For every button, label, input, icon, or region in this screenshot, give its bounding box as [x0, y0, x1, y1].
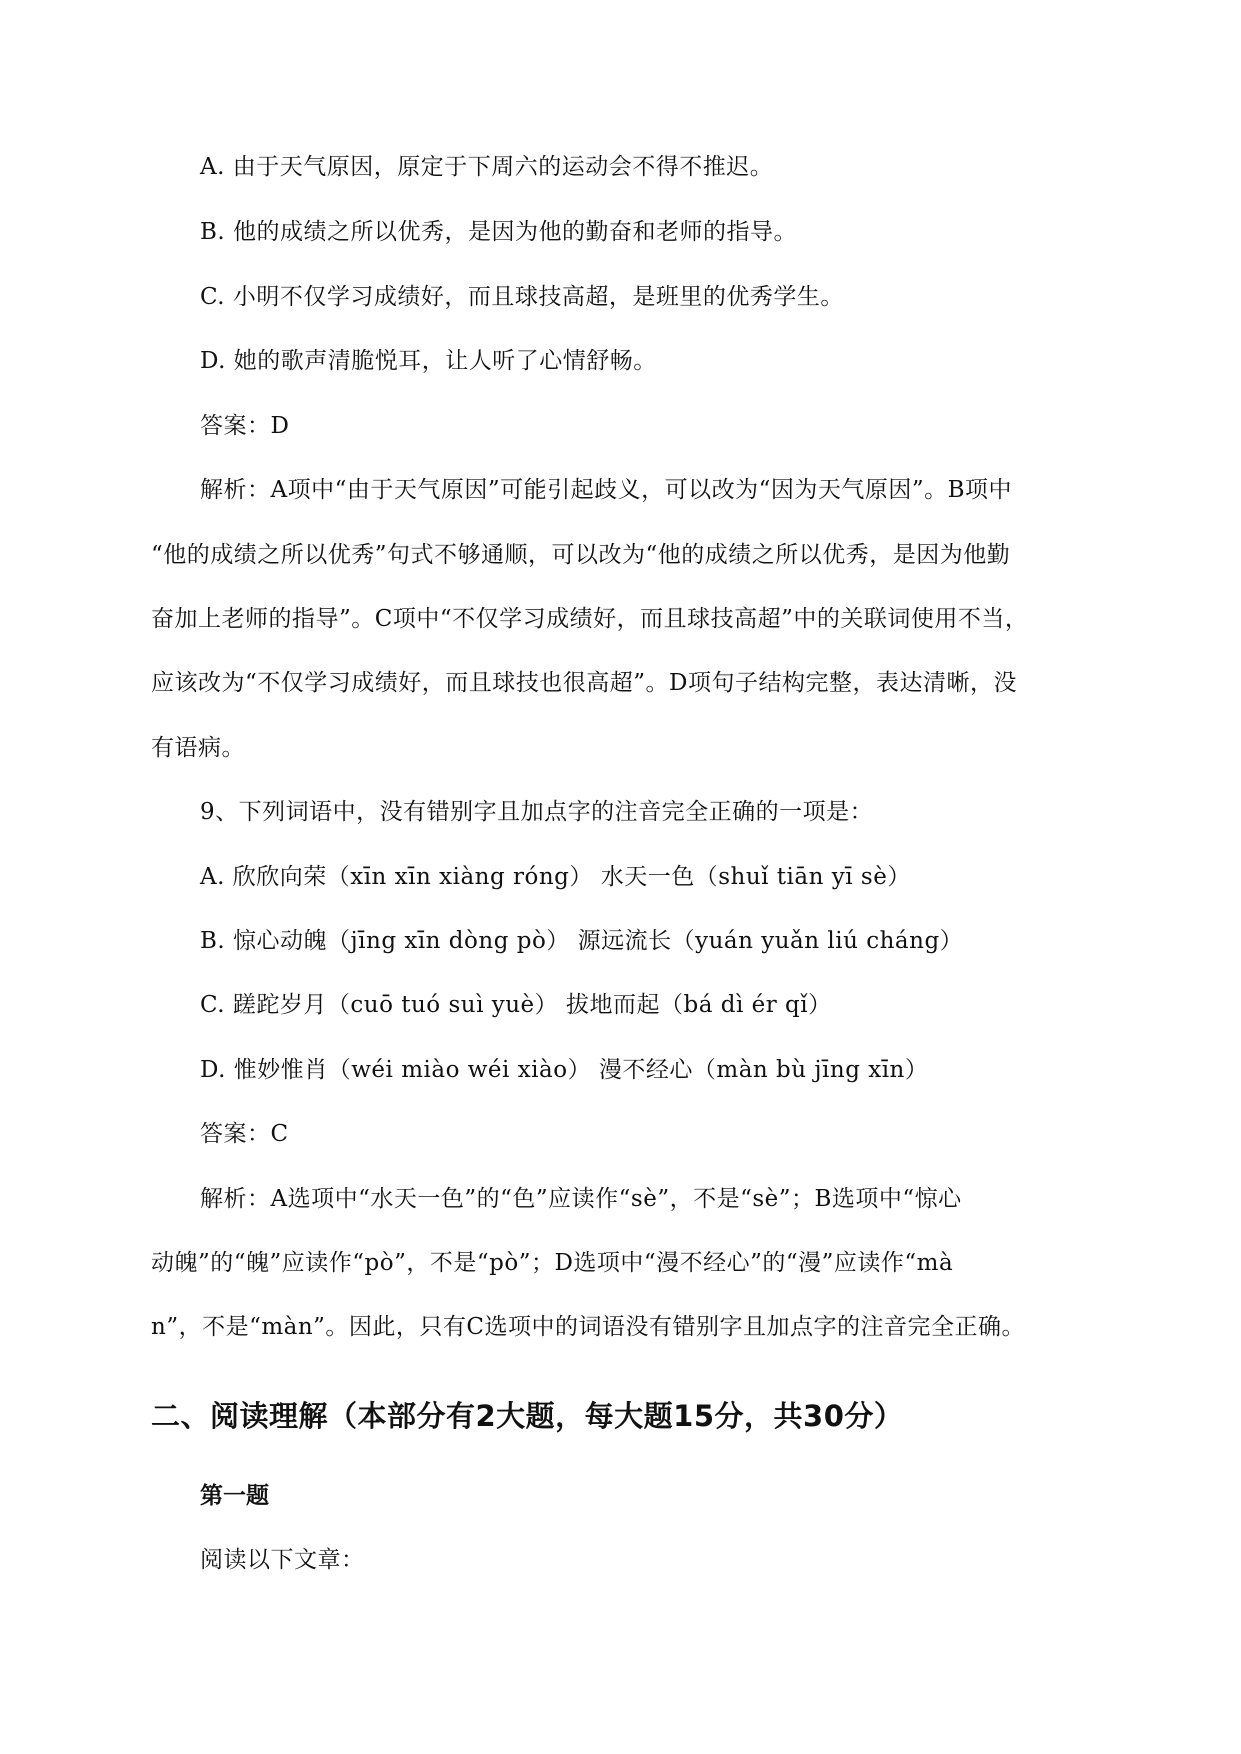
reading-intro: 阅读以下文章： — [200, 1547, 365, 1573]
q8-analysis-line: “他的成绩之所以优秀”句式不够通顺，可以改为“他的成绩之所以优秀，是因为他勤 — [151, 542, 1011, 568]
q8-analysis-line: 奋加上老师的指导”。C项中“不仅学习成绩好，而且球技高超”中的关联词使用不当， — [151, 606, 1029, 632]
q8-option-a: A. 由于天气原因，原定于下周六的运动会不得不推迟。 — [200, 154, 774, 180]
q9-option-c: C. 蹉跎岁月（cuō tuó suì yuè） 拔地而起（bá dì ér qǐ） — [200, 992, 832, 1018]
q8-option-b: B. 他的成绩之所以优秀，是因为他的勤奋和老师的指导。 — [200, 219, 798, 245]
q9-option-b: B. 惊心动魄（jīng xīn dòng pò） 源远流长（yuán yuǎn liú cháng） — [200, 928, 964, 954]
question-subheading: 第一题 — [200, 1483, 269, 1509]
q8-analysis-line: 解析：A项中“由于天气原因”可能引起歧义，可以改为“因为天气原因”。B项中 — [200, 477, 1013, 503]
q9-answer: 答案：C — [200, 1121, 289, 1147]
q8-answer: 答案：D — [200, 413, 290, 439]
q8-option-c: C. 小明不仅学习成绩好，而且球技高超，是班里的优秀学生。 — [200, 284, 844, 310]
q9-analysis-line: n”，不是“màn”。因此，只有C选项中的词语没有错别字且加点字的注音完全正确。 — [151, 1314, 1026, 1340]
q8-option-d: D. 她的歌声清脆悦耳，让人听了心情舒畅。 — [200, 348, 657, 374]
q9-stem: 9、下列词语中，没有错别字且加点字的注音完全正确的一项是： — [200, 799, 874, 825]
q8-analysis-line: 有语病。 — [151, 735, 245, 761]
q9-option-a: A. 欣欣向荣（xīn xīn xiàng róng） 水天一色（shuǐ tiān yī sè） — [200, 864, 911, 890]
section-heading: 二、阅读理解（本部分有2大题，每大题15分，共30分） — [151, 1399, 904, 1433]
q9-analysis-line: 解析：A选项中“水天一色”的“色”应读作“sè”，不是“sè”；B选项中“惊心 — [200, 1186, 962, 1212]
q8-analysis-line: 应该改为“不仅学习成绩好，而且球技也很高超”。D项句子结构完整，表达清晰，没 — [151, 670, 1017, 696]
q9-option-d: D. 惟妙惟肖（wéi miào wéi xiào） 漫不经心（màn bù jīng xīn） — [200, 1057, 929, 1083]
q9-analysis-line: 动魄”的“魄”应读作“pò”，不是“pò”；D选项中“漫不经心”的“漫”应读作“mà — [151, 1250, 954, 1276]
